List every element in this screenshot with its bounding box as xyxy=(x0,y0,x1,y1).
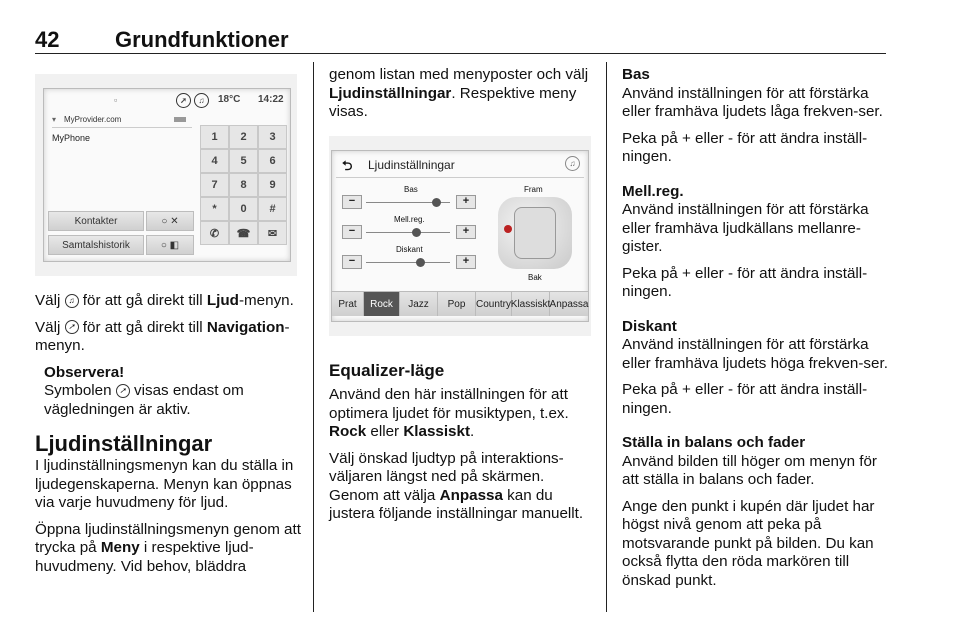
tab-jazz[interactable]: Jazz xyxy=(400,292,438,316)
phone-screen xyxy=(43,88,291,262)
mic-mute-icon: ○ ✕ xyxy=(161,215,179,227)
balance-marker[interactable] xyxy=(504,225,512,233)
message-button[interactable] xyxy=(258,221,287,245)
bas-label: Bas xyxy=(404,185,418,194)
diskant-text: Använd inställningen för att förstärka eller framhäva ljudets höga frekven-ser. xyxy=(622,336,888,372)
key-8[interactable]: 8 xyxy=(229,173,258,197)
key-7[interactable]: 7 xyxy=(200,173,229,197)
column-3 xyxy=(622,66,888,598)
column-divider-2 xyxy=(606,62,607,612)
car-seats xyxy=(514,207,556,259)
envelope-icon: ✉ xyxy=(267,227,278,240)
key-2[interactable]: 2 xyxy=(229,125,258,149)
contacts-button[interactable] xyxy=(48,211,144,231)
balance-heading: Ställa in balans och fader xyxy=(622,434,806,451)
provider-label: MyProvider.com xyxy=(64,115,122,124)
note-title: Observera! xyxy=(44,363,125,381)
balance-fader-area[interactable] xyxy=(498,197,572,269)
paragraph-open-menu: Öppna ljudinställningsmenyn genom att trycka på Meny i respektive ljud-huvudmeny. Vid behov, bläddra xyxy=(35,520,301,575)
bas-adjust: Peka på + eller - för att ändra inställ-ningen. xyxy=(622,129,868,165)
paragraph-audio-shortcut: Välj ♫ för att gå direkt till Ljud-menyn. xyxy=(35,292,294,309)
page-title: Grundfunktioner xyxy=(115,27,289,52)
mell-heading: Mell.reg. xyxy=(622,182,684,200)
mell-plus-button[interactable]: + xyxy=(456,225,476,239)
mell-label: Mell.reg. xyxy=(394,215,425,224)
temperature: 18°C xyxy=(218,94,241,105)
eq-screenshot xyxy=(329,136,591,336)
paragraph-nav-shortcut: Välj ➚ för att gå direkt till Navigation-menyn. xyxy=(35,318,290,354)
speaker-icon: ○ ◧ xyxy=(160,239,180,251)
column-2-top xyxy=(329,66,591,130)
key-9[interactable]: 9 xyxy=(258,173,287,197)
page-number: 42 xyxy=(35,27,60,52)
mell-text: Använd inställningen för att förstärka eller framhäva ljudkällans mellanre-gister. xyxy=(622,201,869,255)
call-button[interactable] xyxy=(200,221,229,245)
rear-label: Bak xyxy=(528,273,542,282)
note-block: Observera! Symbolen ➚ visas endast om vägledningen är aktiv. xyxy=(44,363,244,418)
bas-text: Använd inställningen för att förstärka eller framhäva ljudets låga frekven-ser. xyxy=(622,84,883,120)
paragraph-custom: Genom att välja Anpassa kan du justera följande inställningar manuellt. xyxy=(329,486,584,522)
key-hash[interactable]: # xyxy=(258,197,287,221)
eq-title: Ljudinställningar xyxy=(368,158,455,172)
tab-anpassa[interactable]: Anpassa xyxy=(549,298,589,310)
key-1[interactable]: 1 xyxy=(200,125,229,149)
hangup-button[interactable] xyxy=(229,221,258,245)
tab-country[interactable]: Country xyxy=(476,292,512,316)
keypad xyxy=(200,125,288,245)
nav-shortcut-icon[interactable]: ➚ xyxy=(176,93,191,108)
phone-icon: ▫ xyxy=(114,95,118,105)
history-button[interactable] xyxy=(48,235,144,255)
key-star[interactable]: * xyxy=(200,197,229,221)
diskant-slider[interactable] xyxy=(366,262,450,263)
back-icon[interactable]: ⮌ xyxy=(342,158,353,173)
key-5[interactable]: 5 xyxy=(229,149,258,173)
mell-minus-button[interactable]: − xyxy=(342,225,362,239)
status-bar xyxy=(114,93,288,109)
audio-shortcut-icon: ♫ xyxy=(65,294,79,308)
key-4[interactable]: 4 xyxy=(200,149,229,173)
bas-minus-button[interactable]: − xyxy=(342,195,362,209)
call-icon: ✆ xyxy=(209,227,220,240)
paragraph-select-menu: genom listan med menyposter och välj Ljudinställningar. Respektive meny visas. xyxy=(329,66,589,120)
column-divider-1 xyxy=(313,62,314,612)
tab-rock[interactable]: Rock xyxy=(364,292,400,316)
key-3[interactable]: 3 xyxy=(258,125,287,149)
handsfree-button[interactable] xyxy=(146,235,194,255)
signal-icon: ▾ xyxy=(52,115,57,124)
balance-text-2: Ange den punkt i kupén där ljudet har högst nivå genom att peka på motsvarande punkt på bilden. Du kan också flytta den röda markören till önskad punkt. xyxy=(622,497,875,589)
diskant-adjust: Peka på + eller - för att ändra inställ-ningen. xyxy=(622,381,868,417)
tab-pop[interactable]: Pop xyxy=(438,292,476,316)
history-label: Samtalshistorik xyxy=(62,239,130,251)
bas-heading: Bas xyxy=(622,66,650,83)
column-2-bottom xyxy=(329,360,591,532)
audio-icon[interactable]: ♫ xyxy=(565,156,580,171)
equalizer-heading: Equalizer-läge xyxy=(329,361,445,380)
bas-knob[interactable] xyxy=(432,198,441,207)
diskant-plus-button[interactable]: + xyxy=(456,255,476,269)
column-1 xyxy=(35,292,301,584)
diskant-heading: Diskant xyxy=(622,317,677,335)
eq-screen xyxy=(331,150,589,322)
nav-shortcut-icon: ➚ xyxy=(65,320,79,334)
paragraph-intro: I ljudinställningsmenyn kan du ställa in ljudegenskaperna. Menyn kan öppnas via varje huvudmeny för ljud. xyxy=(35,457,294,511)
tab-prat[interactable]: Prat xyxy=(332,292,364,316)
mell-slider[interactable] xyxy=(366,232,450,233)
mell-knob[interactable] xyxy=(412,228,421,237)
tab-klassiskt[interactable]: Klassiskt xyxy=(512,292,550,316)
section-heading: Ljudinställningar xyxy=(35,431,213,456)
diskant-minus-button[interactable]: − xyxy=(342,255,362,269)
front-label: Fram xyxy=(524,185,543,194)
audio-shortcut-icon[interactable]: ♫ xyxy=(194,93,209,108)
header-rule xyxy=(35,53,886,54)
key-6[interactable]: 6 xyxy=(258,149,287,173)
mute-button[interactable] xyxy=(146,211,194,231)
phone-screenshot xyxy=(35,74,297,276)
paragraph-equalizer: Använd den här inställningen för att optimera ljudet för musiktypen, t.ex. Rock eller Klassiskt. xyxy=(329,386,569,440)
diskant-knob[interactable] xyxy=(416,258,425,267)
nav-shortcut-icon: ➚ xyxy=(116,384,130,398)
clock: 14:22 xyxy=(258,94,284,105)
diskant-label: Diskant xyxy=(396,245,423,254)
bas-plus-button[interactable]: + xyxy=(456,195,476,209)
device-name: MyPhone xyxy=(52,133,91,143)
paragraph-select-type: Välj önskad ljudtyp på interaktions-väljaren längst ned på skärmen. xyxy=(329,449,564,485)
contacts-label: Kontakter xyxy=(74,215,118,227)
hangup-icon: ☎ xyxy=(236,227,251,240)
eq-mode-tabs xyxy=(332,291,588,316)
balance-text-1: Använd bilden till höger om menyn för att ställa in balans och fader. xyxy=(622,452,877,488)
battery-icon xyxy=(174,117,186,122)
mell-adjust: Peka på + eller - för att ändra inställ-ningen. xyxy=(622,264,868,300)
key-0[interactable]: 0 xyxy=(229,197,258,221)
